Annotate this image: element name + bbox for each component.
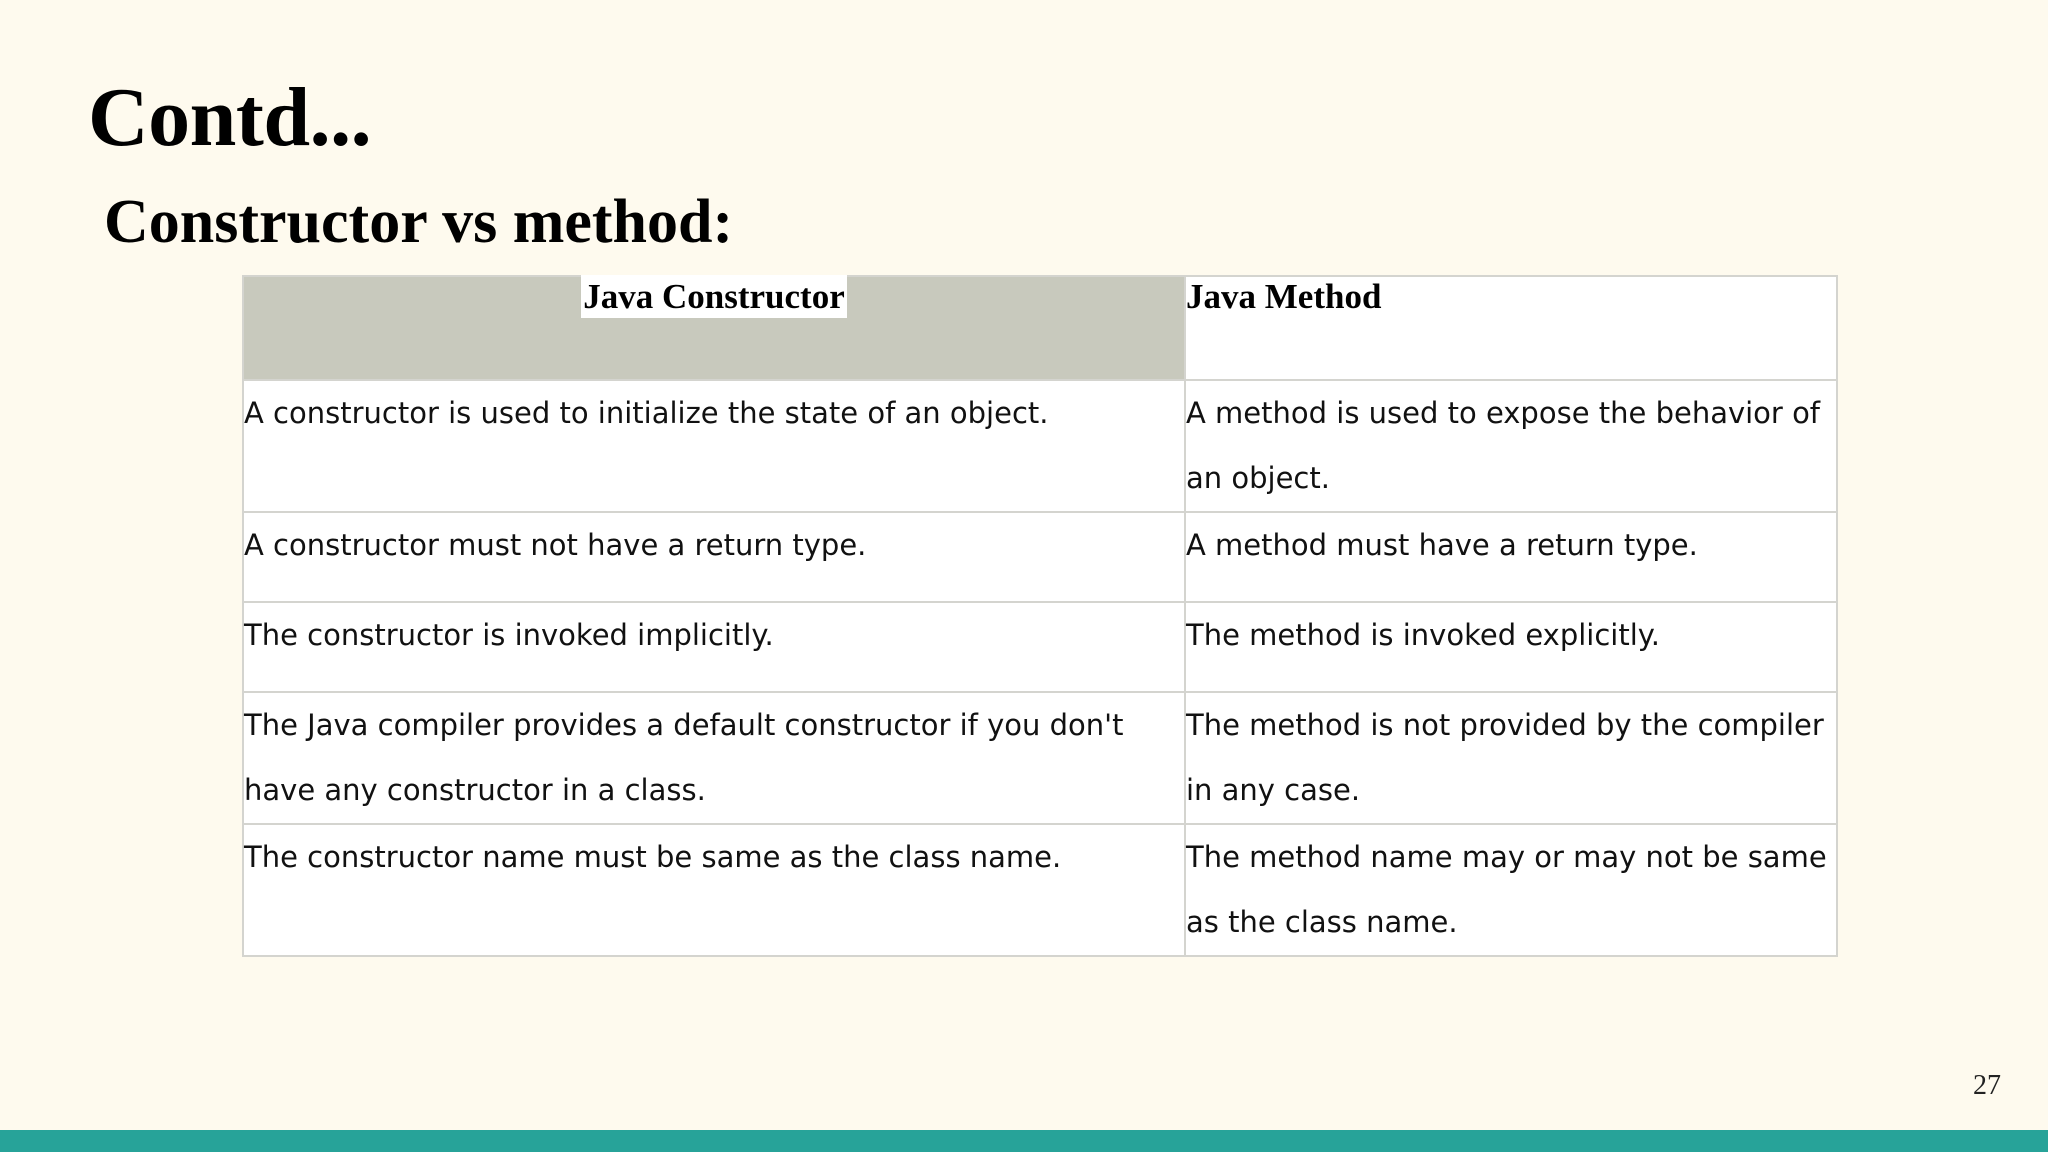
table-cell: The method is invoked explicitly. — [1185, 602, 1837, 692]
table-row — [243, 824, 1837, 956]
table-cell: A constructor must not have a return type. — [243, 512, 1185, 602]
header-label: Java Constructor — [583, 277, 845, 316]
table-cell: A constructor is used to initialize the state of an object. — [243, 380, 1185, 512]
table-cell: The constructor is invoked implicitly. — [243, 602, 1185, 692]
header-cell-constructor — [243, 276, 1185, 380]
table-row — [243, 692, 1837, 824]
footer-bar — [0, 1130, 2048, 1152]
comparison-table — [242, 275, 1838, 957]
table-header-row — [243, 276, 1837, 380]
header-cell-method — [1185, 276, 1837, 380]
table-cell: The Java compiler provides a default constructor if you don't have any constructor in a class. — [243, 692, 1185, 824]
slide-title: Contd... — [88, 71, 372, 164]
table-cell: A method is used to expose the behavior of an object. — [1185, 380, 1837, 512]
header-label: Java Method — [1186, 277, 1382, 316]
table-cell: The method name may or may not be same as the class name. — [1185, 824, 1837, 956]
page-number: 27 — [1973, 1070, 2001, 1101]
table-row — [243, 512, 1837, 602]
table-cell: A method must have a return type. — [1185, 512, 1837, 602]
table-cell: The constructor name must be same as the class name. — [243, 824, 1185, 956]
slide-subtitle: Constructor vs method: — [104, 188, 734, 256]
table-row — [243, 602, 1837, 692]
table-cell: The method is not provided by the compiler in any case. — [1185, 692, 1837, 824]
table-row — [243, 380, 1837, 512]
